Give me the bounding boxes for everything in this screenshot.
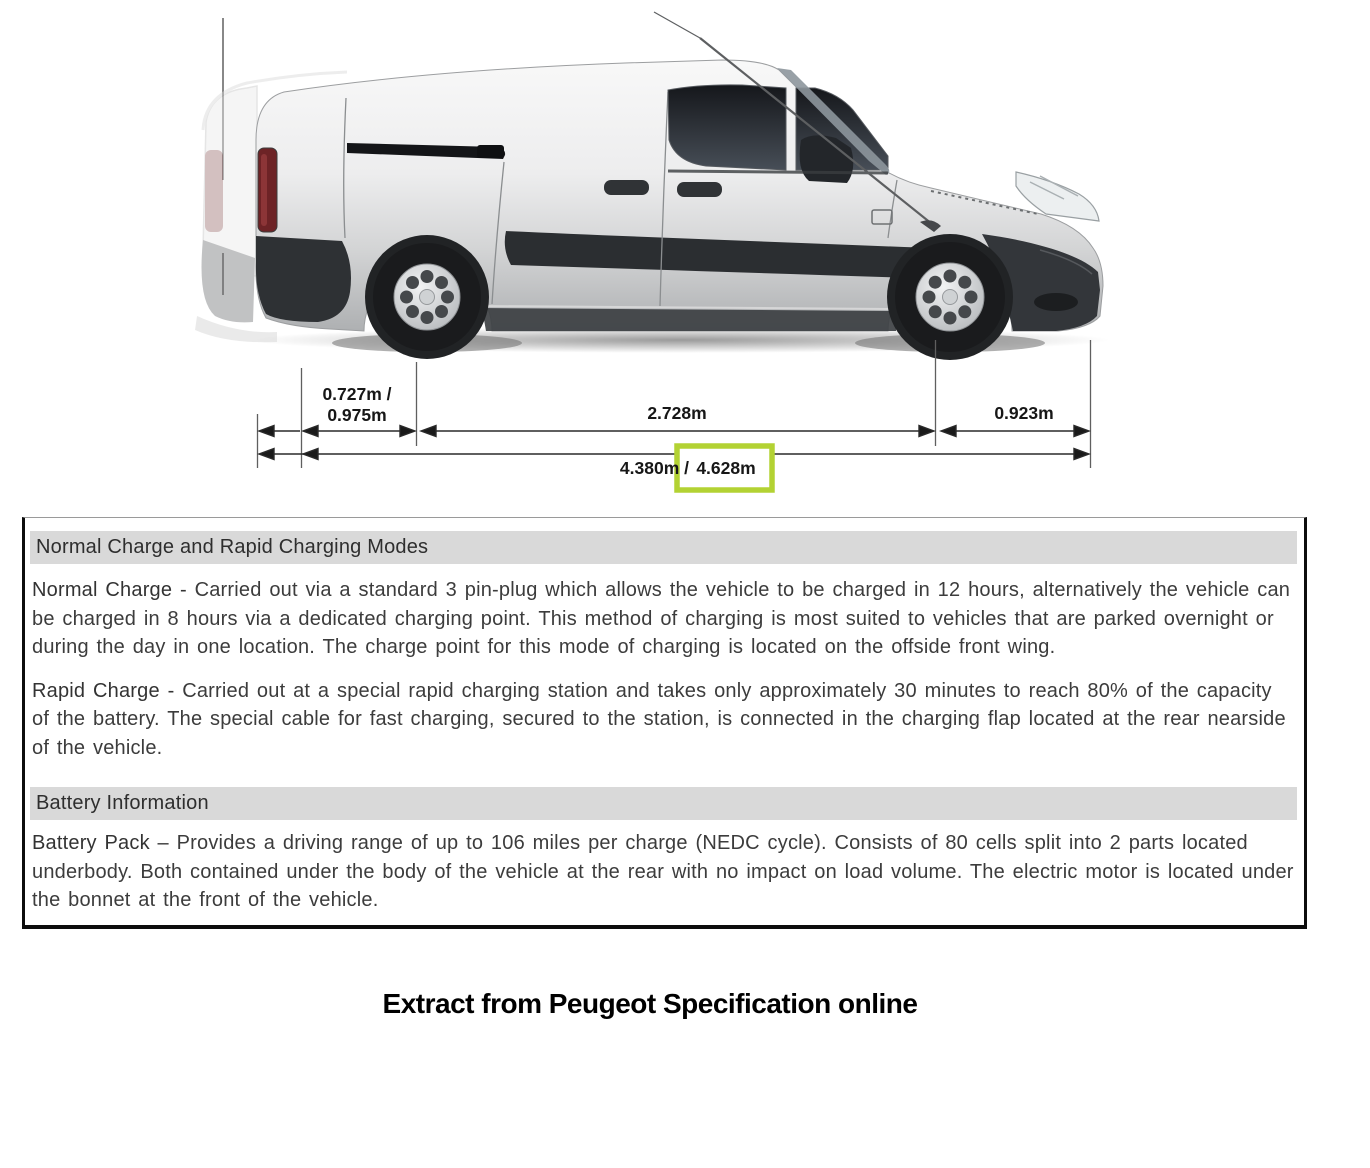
dimension-diagram [258, 340, 1091, 490]
rear-overhang-label-line1: 0.727m / [322, 384, 392, 404]
sliding-door-window [668, 85, 786, 170]
rapid-charge-paragraph [32, 677, 1295, 763]
rapid-charge-lead: Rapid Charge - [32, 679, 183, 702]
vehicle-dimension-figure [0, 0, 1370, 515]
fog-light [1034, 293, 1078, 311]
rocker-panel [482, 308, 898, 331]
front-overhang-label: 0.923m [994, 403, 1054, 423]
rear-overhang-label-line2: 0.975m [327, 405, 387, 425]
battery-pack-lead: Battery Pack – [32, 832, 177, 854]
rear-wheel [365, 235, 489, 359]
van-illustration [256, 12, 1103, 360]
sliding-door-handle [604, 180, 649, 195]
charging-modes-header: Normal Charge and Rapid Charging Modes [30, 531, 1297, 564]
van-dimension-svg [0, 0, 1370, 515]
battery-pack-body: Provides a driving range of up to 106 miles per charge (NEDC cycle). Consists of 80 cells split into 2 parts located underbody. Both contained under the body of the vehicle at the rear with no impact on load volume. The electric motor is located under the bonnet at the front of the vehicle. [32, 832, 1294, 911]
tail-light [258, 148, 277, 232]
rapid-charge-body: Carried out at a special rapid charging station and takes only approximately 30 minutes to reach 80% of the capacity of the battery. The special cable for fast charging, secured to the station, is connected in the charging flap located at the rear nearside of the vehicle. [32, 679, 1286, 759]
normal-charge-lead: Normal Charge - [32, 579, 195, 601]
wheelbase-label: 2.728m [647, 403, 707, 423]
overall-length-highlighted-label: 4.628m [696, 458, 756, 478]
normal-charge-body: Carried out via a standard 3 pin-plug which allows the vehicle to be charged in 12 hours, alternatively the vehicle can be charged in 8 hours via a dedicated charging point. This method of charging is most suited to vehicles that are parked overnight or during the day in one location. The charge point for this mode of charging is located on the offside front wing. [32, 579, 1291, 658]
rear-bumper [256, 236, 351, 322]
battery-information-header: Battery Information [30, 787, 1297, 820]
overall-length-label: 4.380m / [619, 458, 689, 478]
front-wheel [887, 234, 1013, 360]
specification-box [22, 517, 1307, 929]
figure-caption: Extract from Peugeot Specification online [382, 988, 918, 1019]
normal-charge-paragraph [32, 576, 1295, 662]
battery-pack-paragraph [32, 829, 1295, 915]
cab-door-handle [677, 182, 722, 197]
upper-dimension-row [259, 426, 1089, 437]
